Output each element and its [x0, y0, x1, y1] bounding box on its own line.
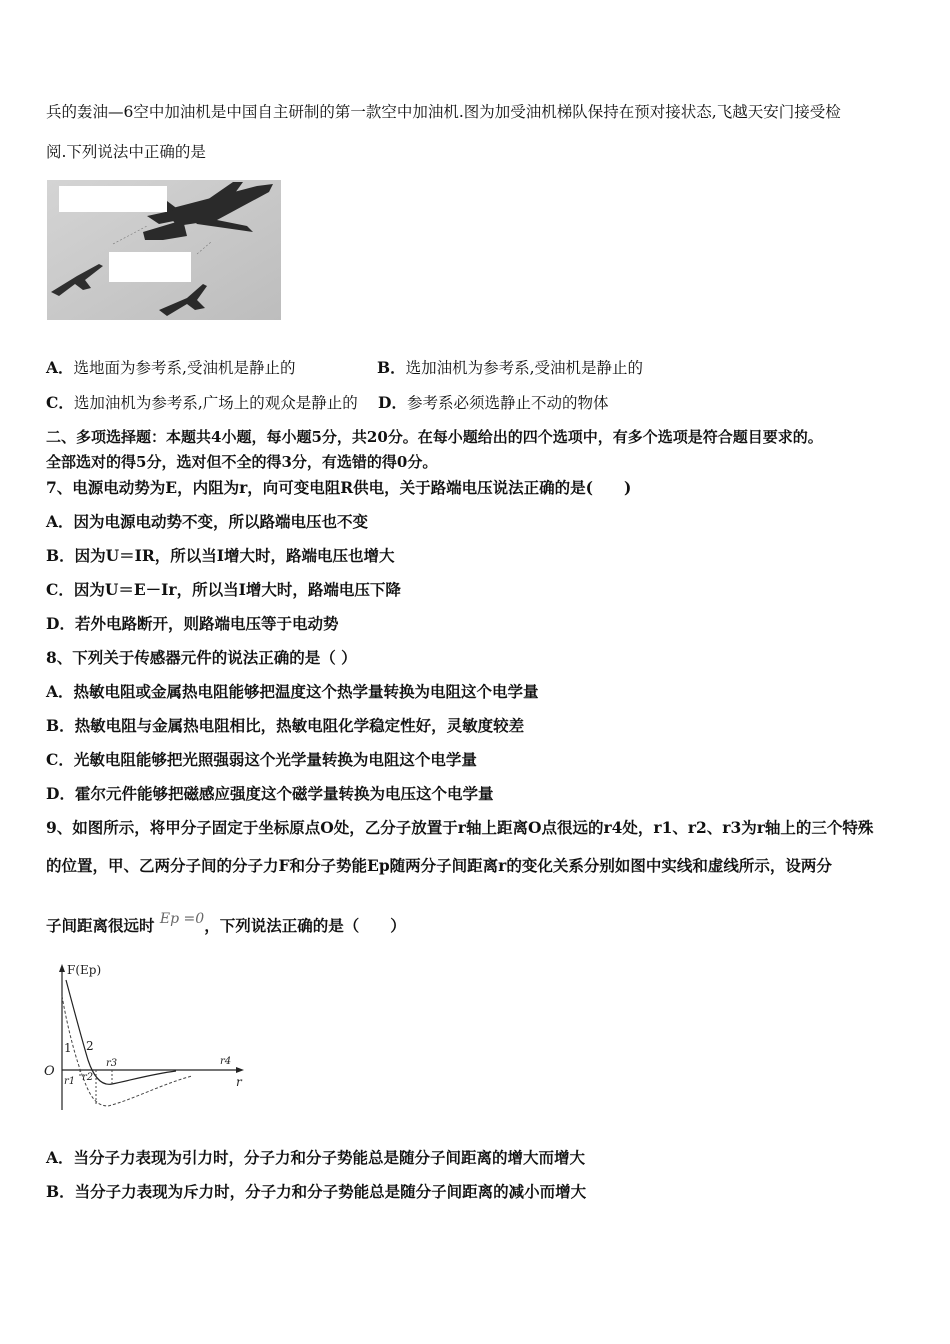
- q8-option-d: D．霍尔元件能够把磁感应强度这个磁学量转换为电压这个电学量: [46, 784, 494, 803]
- option-letter: A．: [46, 358, 74, 377]
- q7-option-d: D．若外电路断开，则路端电压等于电动势: [46, 614, 339, 633]
- q6-option-a: [46, 356, 295, 378]
- q6-option-c: [46, 391, 358, 413]
- y-axis-arrow: [59, 964, 65, 972]
- r4-label: r4: [220, 1056, 232, 1067]
- x-axis-label: r: [236, 1075, 242, 1089]
- q9-stem-post: ，下列说法正确的是（ ）: [204, 916, 406, 935]
- q7-option-b: B．因为U＝IR，所以当I增大时，路端电压也增大: [46, 546, 395, 565]
- aircraft-formation-photo: [47, 180, 281, 320]
- option-text: 选加油机为参考系,广场上的观众是静止的: [73, 394, 358, 412]
- q8-option-b: B．热敏电阻与金属热电阻相比，热敏电阻化学稳定性好，灵敏度较差: [46, 716, 525, 735]
- option-text: 选加油机为参考系,受油机是静止的: [405, 359, 644, 377]
- option-letter: D．: [378, 393, 407, 412]
- q7-option-c: C．因为U＝E－Ir，所以当I增大时，路端电压下降: [46, 580, 401, 599]
- q7-option-a: A．因为电源电动势不变，所以路端电压也不变: [46, 512, 369, 531]
- ep-formula: Ep =0: [159, 911, 205, 927]
- q6-option-b: [377, 356, 643, 378]
- x-axis-arrow: [236, 1067, 244, 1073]
- q6-option-d: [378, 391, 608, 413]
- q9-stem-line1: 9、如图所示，将甲分子固定于坐标原点O处，乙分子放置于r轴上距离O点很远的r4处，r1、r2、r3为r轴上的三个特殊: [46, 818, 874, 837]
- section2-instructions-line1: 二、多项选择题：本题共4小题，每小题5分，共20分。在每小题给出的四个选项中，有多个选项是符合题目要求的。: [46, 428, 823, 446]
- force-potential-graph: [42, 960, 248, 1116]
- q9-option-a: A．当分子力表现为引力时，分子力和分子势能总是随分子间距离的增大而增大: [46, 1148, 586, 1167]
- label-box-2: [109, 252, 191, 282]
- q9-stem-line2: 的位置，甲、乙两分子间的分子力F和分子势能Ep随两分子间距离r的变化关系分别如图中实线和虚线所示，设两分: [46, 856, 832, 875]
- r2-label: r2: [82, 1072, 94, 1083]
- q9-stem-line3: [46, 911, 406, 936]
- q6-stem-line2: 阅.下列说法中正确的是: [46, 143, 206, 161]
- q6-stem-line1: 兵的轰油—6空中加油机是中国自主研制的第一款空中加油机.图为加受油机梯队保持在预对接状态,飞越天安门接受检: [46, 103, 841, 121]
- option-letter: C．: [46, 393, 74, 412]
- force-curve: [66, 980, 176, 1084]
- q9-stem-pre: 子间距离很远时: [46, 916, 155, 935]
- q8-stem: 8、下列关于传感器元件的说法正确的是（ ）: [46, 648, 357, 667]
- curve2-label: 2: [86, 1039, 94, 1053]
- r3-label: r3: [106, 1058, 118, 1069]
- q8-option-c: C．光敏电阻能够把光照强弱这个光学量转换为电阻这个电学量: [46, 750, 477, 769]
- q7-stem: 7、电源电动势为E，内阻为r，向可变电阻R供电，关于路端电压说法正确的是( ): [46, 478, 632, 497]
- potential-curve: [62, 996, 192, 1106]
- section2-instructions-line2: 全部选对的得5分，选对但不全的得3分，有选错的得0分。: [46, 453, 438, 471]
- option-text: 参考系必须选静止不动的物体: [406, 394, 609, 412]
- option-text: 选地面为参考系,受油机是静止的: [73, 359, 296, 377]
- y-axis-label: F(Ep): [67, 963, 102, 977]
- label-box-1: [59, 186, 167, 212]
- origin-label: O: [44, 1064, 55, 1079]
- option-letter: B．: [377, 358, 406, 377]
- r1-label: r1: [64, 1076, 76, 1087]
- q8-option-a: A．热敏电阻或金属热电阻能够把温度这个热学量转换为电阻这个电学量: [46, 682, 539, 701]
- curve1-label: 1: [64, 1041, 72, 1055]
- q9-option-b: B．当分子力表现为斥力时，分子力和分子势能总是随分子间距离的减小而增大: [46, 1182, 587, 1201]
